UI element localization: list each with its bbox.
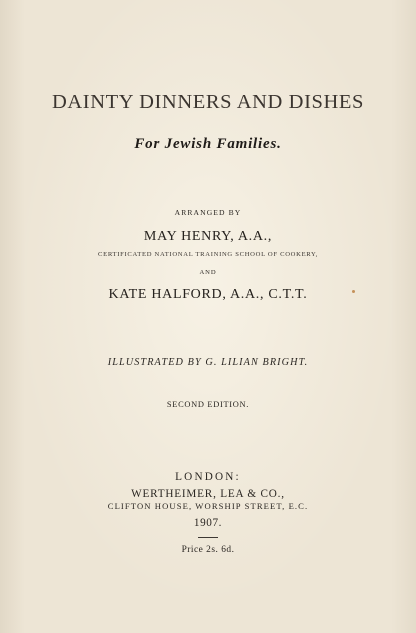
paper-blemish	[352, 290, 355, 293]
and-label: AND	[199, 269, 217, 276]
divider-rule	[198, 537, 218, 538]
imprint-year: 1907.	[193, 517, 223, 529]
imprint-address: CLIFTON HOUSE, WORSHIP STREET, E.C.	[107, 501, 309, 511]
author-1-credentials: CERTIFICATED NATIONAL TRAINING SCHOOL OF COOKERY,	[98, 251, 318, 258]
author-1: MAY HENRY, A.A.,	[143, 229, 273, 244]
imprint-publisher: WERTHEIMER, LEA & CO.,	[131, 488, 285, 500]
arranged-by-label: ARRANGED BY	[174, 208, 242, 217]
illustrator-credit: ILLUSTRATED BY G. LILIAN BRIGHT.	[107, 357, 309, 368]
book-title: DAINTY DINNERS AND DISHES	[51, 91, 365, 113]
edition-label: SECOND EDITION.	[166, 400, 250, 409]
author-2: KATE HALFORD, A.A., C.T.T.	[108, 287, 308, 302]
book-subtitle: For Jewish Families.	[134, 136, 282, 152]
imprint-city: LONDON:	[175, 471, 241, 483]
price-label: Price 2s. 6d.	[181, 545, 235, 555]
